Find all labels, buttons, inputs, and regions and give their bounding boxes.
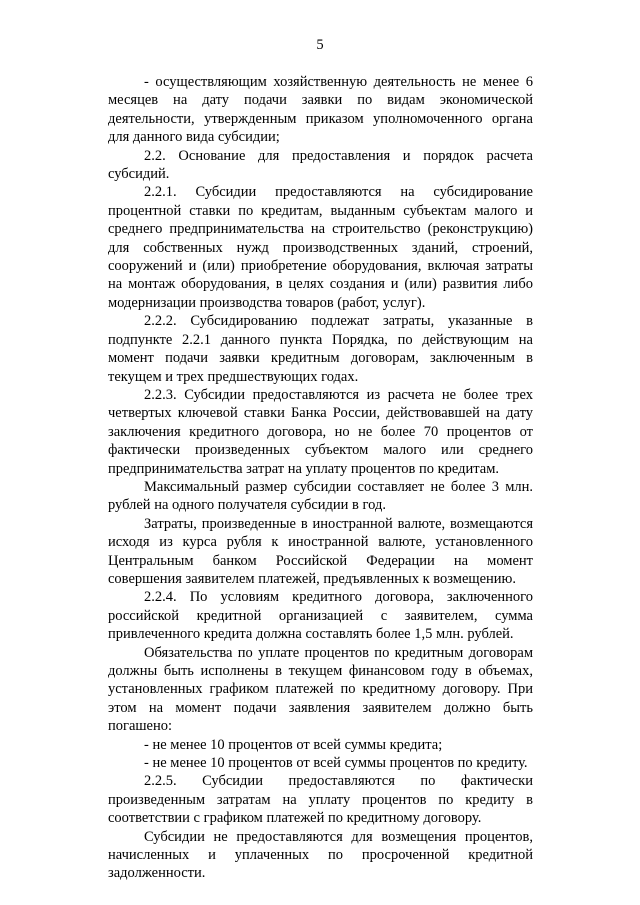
list-item: - не менее 10 процентов от всей суммы процентов по кредиту.: [144, 755, 528, 772]
page-number: 5: [316, 37, 324, 53]
paragraph: 2.2.2. Субсидированию подлежат затраты, указанные в подпункте 2.2.1 данного пункта Порядка, по действующим на момент подачи заявки кредитным договорам, заключенным в текущем и трех предшествующих годах.: [108, 313, 533, 385]
document-body: [108, 73, 533, 883]
paragraph: 2.2.4. По условиям кредитного договора, заключенного российской кредитной организацией с заявителем, сумма привлеченного кредита должна составлять более 1,5 млн. рублей.: [108, 589, 533, 643]
paragraph: 2.2.3. Субсидии предоставляются из расчета не более трех четвертых ключевой ставки Банка России, действовавшей на дату заключения кредитного договора, но не более 70 процентов от фактически произведенных субъектом малого или среднего предпринимательства затрат на уплату процентов по кредитам.: [108, 386, 533, 477]
paragraph: Обязательства по уплате процентов по кредитным договорам должны быть исполнены в текущем финансовом году в объемах, установленных графиком платежей по кредитному договору. При этом на момент подачи заявления заявителем должно быть погашено:: [108, 644, 533, 735]
paragraph: 2.2.5. Субсидии предоставляются по фактически произведенным затратам на уплату процентов по кредиту в соответствии с графиком платежей по кредитному договору.: [108, 773, 533, 827]
paragraph: 2.2.1. Субсидии предоставляются на субсидирование процентной ставки по кредитам, выданным субъектам малого и среднего предпринимательства на строительство (реконструкцию) для собственных нужд производственных зданий, строений, сооружений и (или) приобретение оборудования, включая затраты на монтаж оборудования, в целях создания и (или) развития либо модернизации производства товаров (работ, услуг).: [108, 184, 533, 311]
paragraph: - осуществляющим хозяйственную деятельность не менее 6 месяцев на дату подачи заявки по видам экономической деятельности, утвержденным приказом уполномоченного органа для данного вида субсидии;: [108, 74, 533, 146]
list-item: - не менее 10 процентов от всей суммы кредита;: [144, 736, 443, 753]
paragraph: 2.2. Основание для предоставления и порядок расчета субсидий.: [108, 147, 533, 183]
paragraph: Максимальный размер субсидии составляет не более 3 млн. рублей на одного получателя субсидии в год.: [108, 478, 533, 514]
paragraph: Затраты, произведенные в иностранной валюте, возмещаются исходя из курса рубля к иностранной валюте, установленного Центральным банком Российской Федерации на момент совершения заявителем платежей, предъявленных к возмещению.: [108, 515, 533, 587]
paragraph: Субсидии не предоставляются для возмещения процентов, начисленных и уплаченных по просроченной кредитной задолженности.: [108, 828, 533, 882]
